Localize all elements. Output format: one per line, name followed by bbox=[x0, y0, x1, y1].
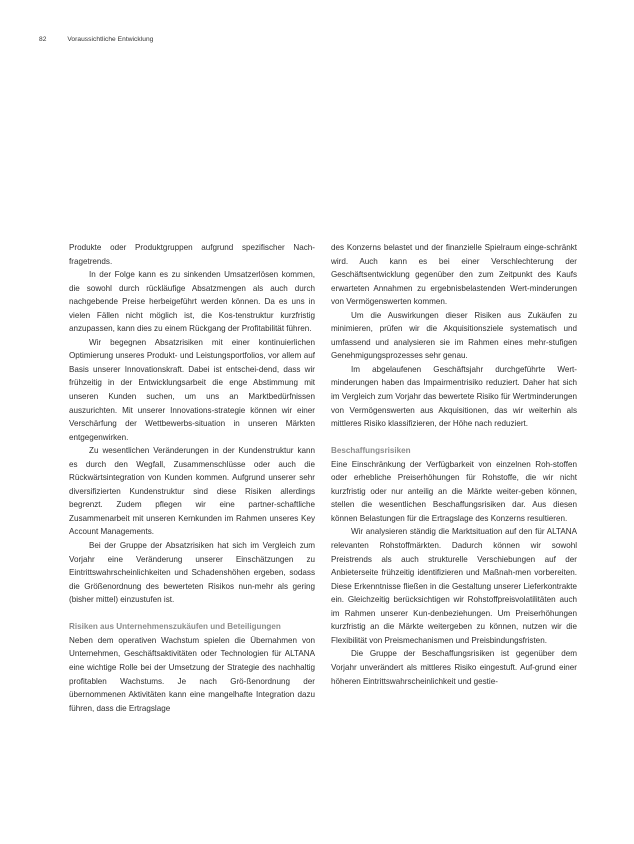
right-column bbox=[331, 241, 577, 688]
paragraph: des Konzerns belastet und der finanzielle Spielraum einge-schränkt wird. Auch kann es bei einer Verschlechterung der Geschäftsentwicklung gegenüber den zum Zeitpunkt des Kaufs erwarteten Annahmen zu ergebnisbelastenden Wert-minderungen von Vermögenswerten kommen. bbox=[331, 243, 577, 307]
section-heading: Risiken aus Unternehmenszukäufen und Beteiligungen bbox=[69, 622, 281, 632]
paragraph: Wir analysieren ständig die Marktsituation auf den für ALTANA relevanten Rohstoffmärkten. Dadurch können wir sowohl Preistrends als auch strukturelle Verschiebungen auf der Anbieterseite frühzeitig identifizieren und Maßnah-men vorbereiten. Diese Erkenntnisse fließen in die Gestaltung unserer Lieferkontrakte ein. Gleichzeitig berücksichtigen wir Rohstoffpreisvolatilitäten auch im Rahmen unserer Kun-denbeziehungen. Um Preiserhöhungen kurzfristig an die Märkte weitergeben zu können, nutzen wir die Flexibilität von Preismechanismen und Preisbindungsfristen. bbox=[331, 527, 577, 645]
paragraph: Zu wesentlichen Veränderungen in der Kundenstruktur kann es durch den Wegfall, Zusammenschlüsse oder auch die Rückwärtsintegration von Kunden kommen. Aufgrund unserer sehr diversifizierten Kundenstruktur sind diese Risiken allerdings begrenzt. Zudem pflegen wir eine partner-schaftliche Zusammenarbeit mit unseren Kernkunden im Rahmen unseres Key Account Managements. bbox=[69, 446, 315, 537]
paragraph: Produkte oder Produktgruppen aufgrund spezifischer Nach-fragetrends. bbox=[69, 243, 315, 266]
paragraph: Bei der Gruppe der Absatzrisiken hat sich im Vergleich zum Vorjahr eine Veränderung unserer Einschätzungen zu Eintrittswahrscheinlichkeiten und Schadenshöhen ergeben, sodass die Größenordnung des bewerteten Risikos nun-mehr als gering (bisher mittel) einzustufen ist. bbox=[69, 541, 315, 605]
paragraph: Im abgelaufenen Geschäftsjahr durchgeführte Wert-minderungen haben das Impairmentrisiko reduziert. Daher hat sich im Vergleich zum Vorjahr das bewertete Risiko für Wertminderungen von Vermögenswerten aus Akquisitionen, das wir weiterhin als mittleres Risiko klassifizieren, der Höhe nach reduziert. bbox=[331, 364, 577, 429]
running-title: Voraussichtliche Entwicklung bbox=[67, 36, 154, 43]
paragraph: Eine Einschränkung der Verfügbarkeit von einzelnen Roh-stoffen oder erhebliche Preiserhöhungen für Rohstoffe, die wir nicht kurzfristig oder nur anteilig an die Märkte weiter-geben können, stellen die wesentlichen Beschaffungsrisiken dar. Aus diesen können Belastungen für die Ertragslage des Konzerns resultieren. bbox=[331, 459, 577, 523]
page-number: 82 bbox=[39, 36, 47, 43]
paragraph: Neben dem operativen Wachstum spielen die Übernahmen von Unternehmen, Geschäftsaktivitäten oder Technologien für ALTANA eine wichtige Rolle bei der Umsetzung der Strategie des nachhaltig profitablen Wachstums. Je nach Grö-ßenordnung der übernommenen Aktivitäten kann eine mangelhafte Integration dazu führen, dass die Ertragslage bbox=[69, 635, 315, 713]
section-heading: Beschaffungsrisiken bbox=[331, 446, 411, 456]
left-column bbox=[69, 241, 315, 715]
running-header bbox=[39, 36, 153, 43]
paragraph: Wir begegnen Absatzrisiken mit einer kontinuierlichen Optimierung unseres Produkt- und Leistungsportfolios, vor allem auf Basis unserer Innovationskraft. Dabei ist entschei-dend, dass wir frühzeitig in der Entwicklungsarbeit die enge Abstimmung mit unseren Kunden suchen, um uns an Marktbedürfnissen auszurichten. Mit unserer Innovations-strategie können wir einer Verschärfung der Wettbewerbs-situation in unseren Märkten entgegenwirken. bbox=[69, 337, 315, 442]
paragraph: In der Folge kann es zu sinkenden Umsatzerlösen kommen, die sowohl durch rückläufige Absatzmengen als auch durch nachgebende Preise herbeigeführt werden können. Da es uns in vielen Fällen nicht möglich ist, die Kos-tenstruktur kurzfristig anzupassen, kann dies zu einem Rückgang der Profitabilität führen. bbox=[69, 270, 315, 334]
paragraph: Um die Auswirkungen dieser Risiken aus Zukäufen zu minimieren, prüfen wir die Akquisitionsziele systematisch und umfassend und analysieren sie im Rahmen eines mehr-stufigen Genehmigungsprozesses sehr genau. bbox=[331, 310, 577, 361]
paragraph: Die Gruppe der Beschaffungsrisiken ist gegenüber dem Vorjahr unverändert als mittleres Risiko eingestuft. Auf-grund einer höheren Eintrittswahrscheinlichkeit und gestie- bbox=[331, 649, 577, 686]
